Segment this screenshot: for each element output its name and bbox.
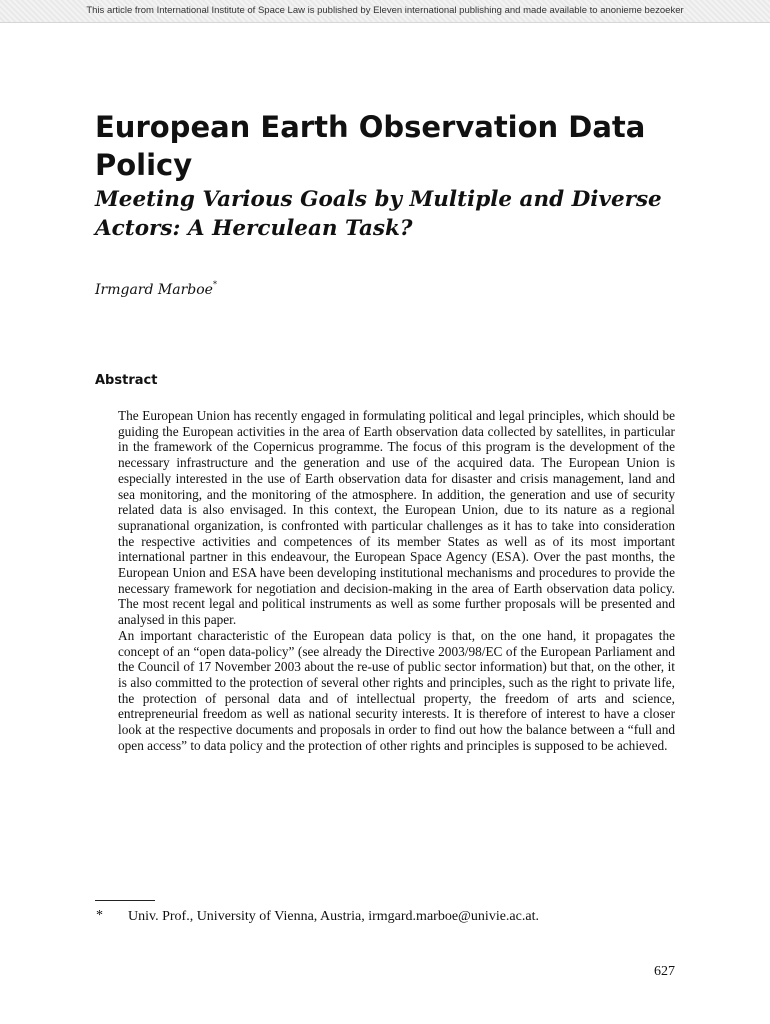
- abstract-heading: Abstract: [95, 373, 158, 388]
- page-number: 627: [654, 964, 675, 979]
- author-footnote-mark[interactable]: *: [212, 280, 217, 289]
- author-line: [95, 280, 217, 298]
- author-name: Irmgard Marboe: [95, 282, 213, 298]
- footnote-mark: *: [96, 908, 103, 923]
- access-banner: This article from International Institute of Space Law is published by Eleven international publishing and made available to anonieme bezoeker: [0, 0, 770, 23]
- article-title: European Earth Observation Data Policy: [95, 110, 646, 182]
- abstract-body: [118, 408, 675, 753]
- abstract-paragraph: An important characteristic of the European data policy is that, on the one hand, it propagates the concept of an “open data-policy” (see already the Directive 2003/98/EC of the European Parliament and the Council of 17 November 2003 about the re-use of public sector information) but that, on the other, it is also committed to the protection of several other rights and principles, such as the right to private life, the protection of personal data and of intellectual property, the freedom of arts and science, entrepreneurial freedom as well as national security interests. It is therefore of interest to have a closer look at the respective documents and proposals in order to find out how the balance between a “full and open access” to data policy and the protection of other rights and principles is supposed to be achieved.: [118, 627, 675, 753]
- footnote-divider: [95, 900, 155, 901]
- article-subtitle: Meeting Various Goals by Multiple and Diverse Actors: A Herculean Task?: [95, 187, 662, 241]
- footnote-text: Univ. Prof., University of Vienna, Austria, irmgard.marboe@univie.ac.at.: [128, 909, 539, 924]
- abstract-paragraph: The European Union has recently engaged in formulating political and legal principles, which should be guiding the European activities in the area of Earth observation data collected by satellites, in particular in the framework of the Copernicus programme. The focus of this program is the development of the necessary infrastructure and the generation and use of the acquired data. The European Union is especially interested in the use of Earth observation data for disaster and crisis management, land and sea monitoring, and the monitoring of the atmosphere. In addition, the generation and use of security related data is also envisaged. In this context, the European Union, due to its nature as a regional supranational organization, is confronted with particular challenges as it has to take into consideration the respective activities and competences of its member States as well as of its most important international partner in this endeavour, the European Space Agency (ESA). Over the past months, the European Union and ESA have been developing institutional mechanisms and procedures to provide the necessary framework for negotiation and decision-making in the area of Earth observation data policy. The most recent legal and political instruments as well as some further proposals will be presented and analysed in this paper.: [118, 408, 675, 628]
